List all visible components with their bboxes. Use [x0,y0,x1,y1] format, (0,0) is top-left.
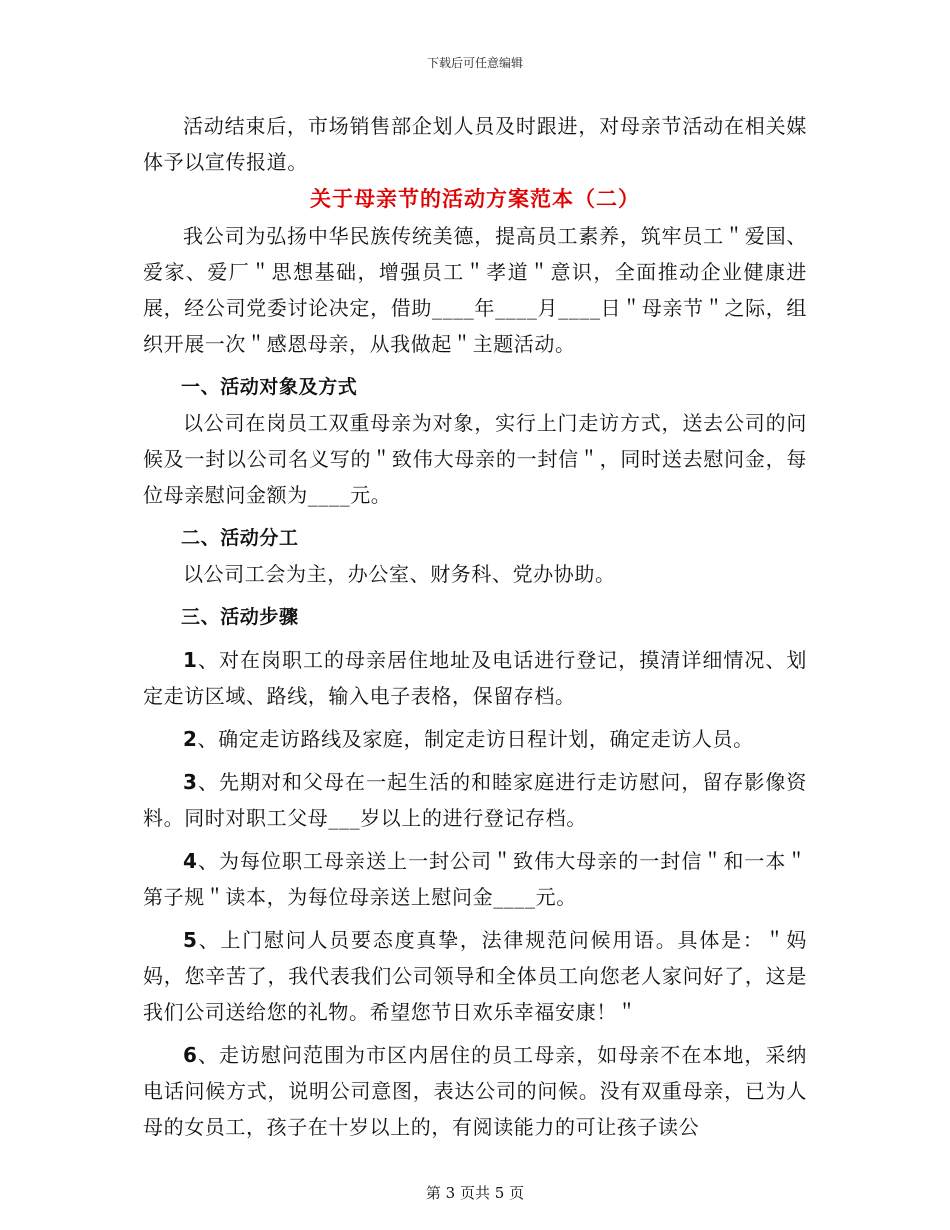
step-number: 2 [183,727,198,751]
step-number: 3 [183,770,198,794]
step-text: 、先期对和父母在一起生活的和睦家庭进行走访慰问，留存影像资料。同时对职工父母___岁以上的进行登记存档。 [143,770,807,830]
step-item-4 [143,843,807,915]
step-item-1 [143,642,807,714]
step-item-2 [143,721,807,757]
step-number: 5 [183,928,198,952]
step-item-6 [143,1037,807,1145]
step-number: 1 [183,648,198,672]
document-title: 关于母亲节的活动方案范本（二） [310,186,640,211]
intro-tail-paragraph: 活动结束后，市场销售部企划人员及时跟进，对母亲节活动在相关媒体予以宣传报道。 [143,114,807,174]
step-text: 、确定走访路线及家庭，制定走访日程计划，确定走访人员。 [197,727,754,751]
step-item-5 [143,922,807,1030]
step-number: 6 [183,1043,198,1067]
section-heading-2: 二、活动分工 [181,527,299,549]
step-item-3 [143,764,807,836]
opening-paragraph: 我公司为弘扬中华民族传统美德，提高员工素养，筑牢员工＂爱国、爱家、爱厂＂思想基础，增强员工＂孝道＂意识，全面推动企业健康进展，经公司党委讨论决定，借助____年____月____日＂母亲节＂之际，组织开展一次＂感恩母亲，从我做起＂主题活动。 [143,224,807,356]
step-text: 、走访慰问范围为市区内居住的员工母亲，如母亲不在本地，采纳电话问候方式，说明公司意图，表达公司的问候。没有双重母亲，已为人母的女员工，孩子在十岁以上的，有阅读能力的可让孩子读公 [143,1043,807,1139]
step-text: 、上门慰问人员要态度真挚，法律规范问候用语。具体是：＂妈妈，您辛苦了，我代表我们公司领导和全体员工向您老人家问好了，这是我们公司送给您的礼物。希望您节日欢乐幸福安康！＂ [143,928,807,1024]
step-text: 、为每位职工母亲送上一封公司＂致伟大母亲的一封信＂和一本＂第子规＂读本，为每位母亲送上慰问金____元。 [143,849,807,909]
step-text: 、对在岗职工的母亲居住地址及电话进行登记，摸清详细情况、划定走访区域、路线，输入电子表格，保留存档。 [143,648,807,708]
section-1-paragraph: 以公司在岗员工双重母亲为对象，实行上门走访方式，送去公司的问候及一封以公司名义写的＂致伟大母亲的一封信＂，同时送去慰问金，每位母亲慰问金额为____元。 [143,411,807,507]
step-number: 4 [183,849,198,873]
header-note: 下载后可任意编辑 [426,56,523,70]
section-heading-1: 一、活动对象及方式 [181,376,358,398]
document-body [143,108,807,1145]
section-heading-3: 三、活动步骤 [181,606,299,628]
section-2-paragraph: 以公司工会为主，办公室、财务科、党办协助。 [183,562,616,586]
page-number: 第 3 页共 5 页 [425,1184,525,1202]
